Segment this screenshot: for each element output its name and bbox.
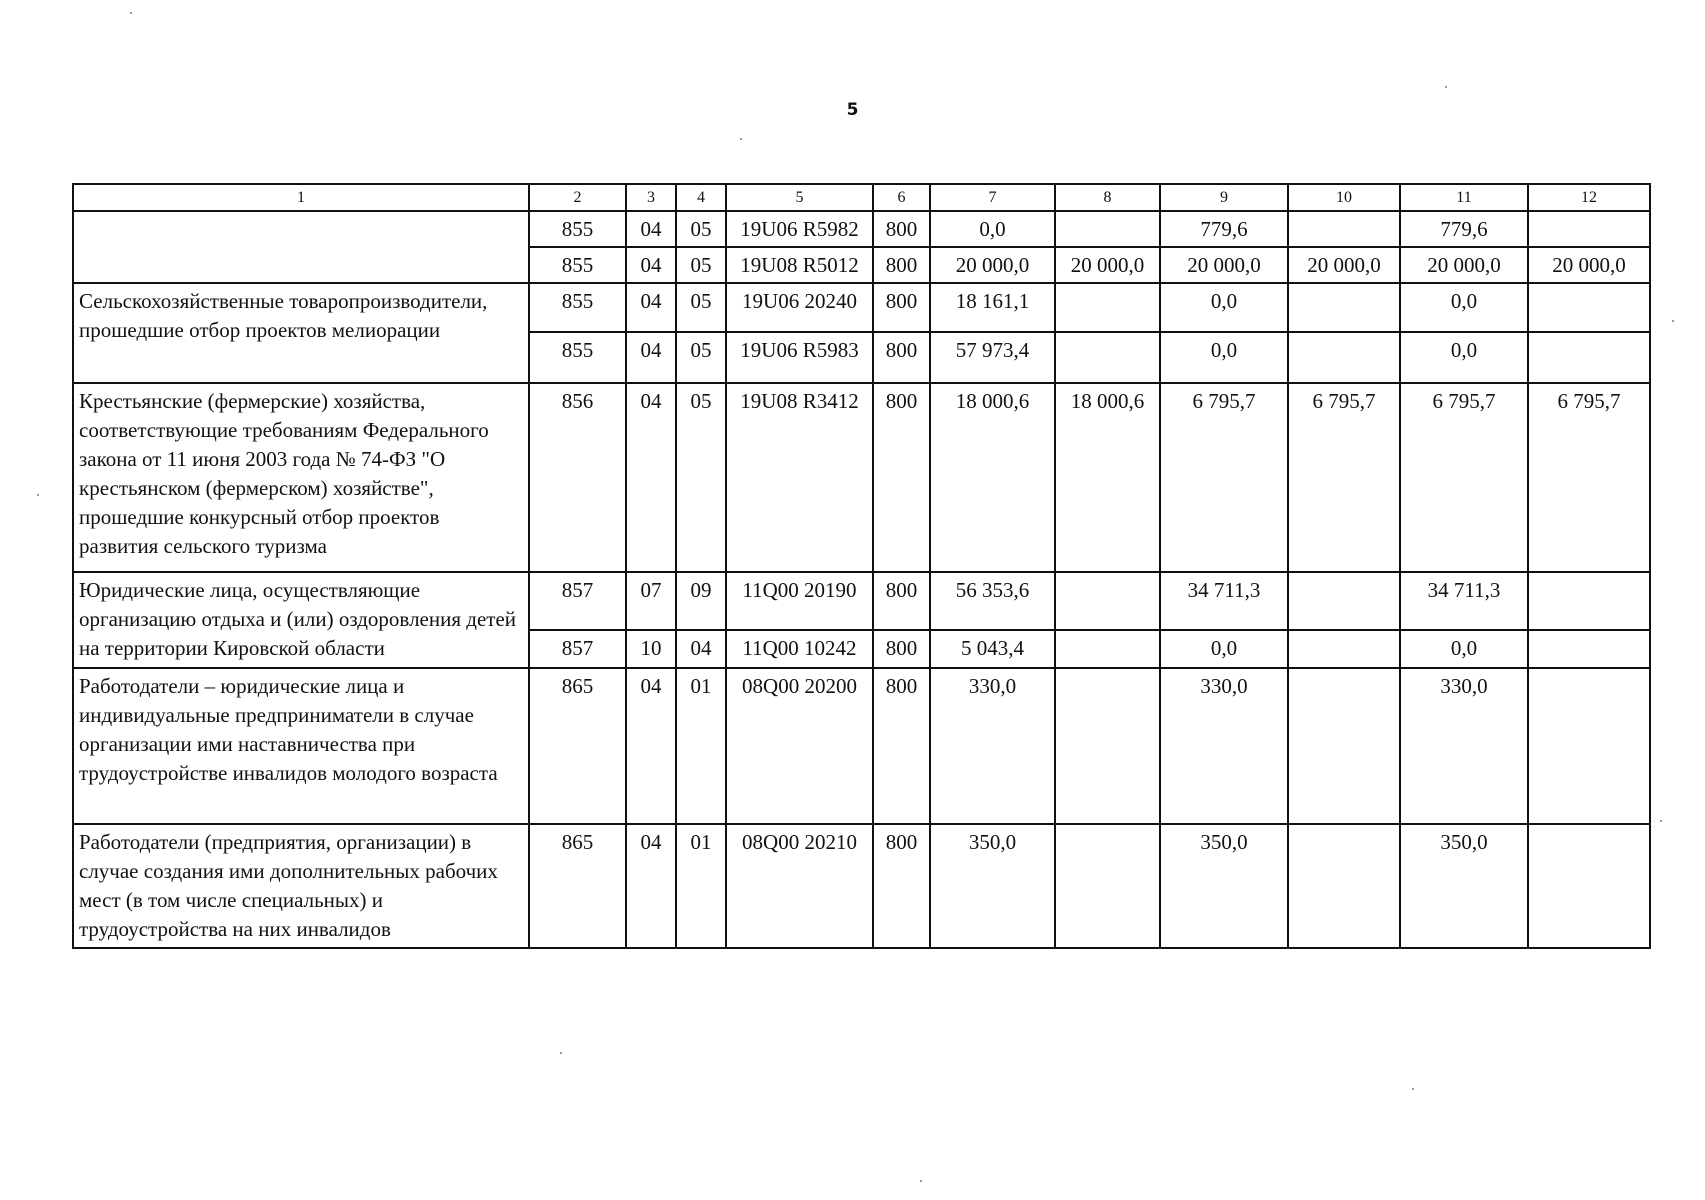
cell-col6: 800 [873, 630, 930, 668]
cell-col3: 04 [626, 247, 676, 283]
recipient-description: Крестьянские (фермерские) хозяйства, соответствующие требованиям Федерального закона от 11 июня 2003 года № 74-ФЗ "О крестьянском (фермерском) хозяйстве", прошедшие конкурсный отбор проектов развития сельского туризма [73, 383, 529, 572]
cell-col6: 800 [873, 572, 930, 630]
cell-col5: 19U08 R3412 [726, 383, 873, 572]
cell-col9: 0,0 [1160, 630, 1288, 668]
header-row [73, 184, 1650, 211]
cell-col3: 04 [626, 668, 676, 824]
cell-col3: 07 [626, 572, 676, 630]
cell-col8 [1055, 572, 1160, 630]
cell-col4: 05 [676, 211, 726, 247]
scan-speck [37, 494, 39, 496]
cell-col5: 19U06 R5983 [726, 332, 873, 383]
cell-col11: 0,0 [1400, 332, 1528, 383]
scan-speck [1672, 320, 1674, 322]
scan-speck [560, 1052, 562, 1054]
cell-col12 [1528, 668, 1650, 824]
cell-col12 [1528, 283, 1650, 332]
cell-col5: 19U06 R5982 [726, 211, 873, 247]
cell-col4: 05 [676, 283, 726, 332]
recipient-description [73, 211, 529, 283]
header-cell: 12 [1528, 184, 1650, 211]
cell-col2: 865 [529, 824, 626, 948]
header-cell: 8 [1055, 184, 1160, 211]
cell-col11: 0,0 [1400, 630, 1528, 668]
cell-col9: 779,6 [1160, 211, 1288, 247]
cell-col12 [1528, 332, 1650, 383]
cell-col5: 11Q00 20190 [726, 572, 873, 630]
header-cell: 6 [873, 184, 930, 211]
cell-col9: 0,0 [1160, 283, 1288, 332]
cell-col3: 04 [626, 824, 676, 948]
recipient-description: Сельскохозяйственные товаропроизводители, прошедшие отбор проектов мелиорации [73, 283, 529, 383]
recipient-description: Работодатели (предприятия, организации) в случае создания ими дополнительных рабочих мест (в том числе специальных) и трудоустройства на них инвалидов [73, 824, 529, 948]
recipient-description: Юридические лица, осуществляющие организацию отдыха и (или) оздоровления детей на территории Кировской области [73, 572, 529, 668]
cell-col6: 800 [873, 383, 930, 572]
cell-col8 [1055, 668, 1160, 824]
header-cell: 9 [1160, 184, 1288, 211]
cell-col11: 330,0 [1400, 668, 1528, 824]
cell-col7: 5 043,4 [930, 630, 1055, 668]
cell-col2: 857 [529, 630, 626, 668]
cell-col7: 57 973,4 [930, 332, 1055, 383]
cell-col9: 6 795,7 [1160, 383, 1288, 572]
cell-col7: 350,0 [930, 824, 1055, 948]
cell-col2: 855 [529, 211, 626, 247]
cell-col12 [1528, 572, 1650, 630]
header-cell: 4 [676, 184, 726, 211]
cell-col6: 800 [873, 283, 930, 332]
cell-col7: 56 353,6 [930, 572, 1055, 630]
cell-col12 [1528, 824, 1650, 948]
cell-col11: 779,6 [1400, 211, 1528, 247]
cell-col2: 855 [529, 247, 626, 283]
cell-col5: 11Q00 10242 [726, 630, 873, 668]
cell-col7: 18 161,1 [930, 283, 1055, 332]
cell-col9: 330,0 [1160, 668, 1288, 824]
scan-speck [1412, 1088, 1414, 1090]
table-row [73, 283, 1650, 332]
cell-col12 [1528, 211, 1650, 247]
cell-col9: 0,0 [1160, 332, 1288, 383]
page-number: 5 [846, 100, 859, 120]
cell-col7: 18 000,6 [930, 383, 1055, 572]
cell-col10 [1288, 630, 1400, 668]
cell-col11: 34 711,3 [1400, 572, 1528, 630]
header-cell: 7 [930, 184, 1055, 211]
cell-col11: 350,0 [1400, 824, 1528, 948]
cell-col10: 6 795,7 [1288, 383, 1400, 572]
cell-col8 [1055, 824, 1160, 948]
cell-col8 [1055, 211, 1160, 247]
cell-col5: 08Q00 20210 [726, 824, 873, 948]
cell-col10 [1288, 824, 1400, 948]
header-cell: 10 [1288, 184, 1400, 211]
cell-col6: 800 [873, 211, 930, 247]
cell-col7: 0,0 [930, 211, 1055, 247]
cell-col5: 08Q00 20200 [726, 668, 873, 824]
scan-speck [1660, 820, 1662, 822]
cell-col11: 20 000,0 [1400, 247, 1528, 283]
cell-col6: 800 [873, 668, 930, 824]
header-cell: 1 [73, 184, 529, 211]
cell-col9: 34 711,3 [1160, 572, 1288, 630]
cell-col6: 800 [873, 824, 930, 948]
cell-col11: 6 795,7 [1400, 383, 1528, 572]
header-cell: 2 [529, 184, 626, 211]
cell-col3: 04 [626, 211, 676, 247]
cell-col4: 05 [676, 332, 726, 383]
cell-col4: 05 [676, 383, 726, 572]
cell-col2: 855 [529, 332, 626, 383]
cell-col4: 01 [676, 824, 726, 948]
cell-col10 [1288, 572, 1400, 630]
cell-col6: 800 [873, 247, 930, 283]
cell-col10 [1288, 211, 1400, 247]
cell-col11: 0,0 [1400, 283, 1528, 332]
scan-speck [130, 12, 132, 14]
cell-col5: 19U06 20240 [726, 283, 873, 332]
cell-col12 [1528, 630, 1650, 668]
table-row [73, 668, 1650, 824]
cell-col10 [1288, 668, 1400, 824]
cell-col8 [1055, 283, 1160, 332]
cell-col3: 04 [626, 332, 676, 383]
cell-col9: 350,0 [1160, 824, 1288, 948]
cell-col10 [1288, 283, 1400, 332]
cell-col2: 855 [529, 283, 626, 332]
cell-col8: 20 000,0 [1055, 247, 1160, 283]
cell-col7: 20 000,0 [930, 247, 1055, 283]
cell-col12: 20 000,0 [1528, 247, 1650, 283]
recipient-description: Работодатели – юридические лица и индивидуальные предприниматели в случае организации ими наставничества при трудоустройстве инвалидов молодого возраста [73, 668, 529, 824]
cell-col3: 04 [626, 383, 676, 572]
cell-col10: 20 000,0 [1288, 247, 1400, 283]
table-row [73, 383, 1650, 572]
scan-speck [1445, 86, 1447, 88]
cell-col8 [1055, 630, 1160, 668]
cell-col4: 01 [676, 668, 726, 824]
scan-speck [740, 138, 742, 140]
table-row [73, 824, 1650, 948]
cell-col9: 20 000,0 [1160, 247, 1288, 283]
cell-col8 [1055, 332, 1160, 383]
budget-table [72, 183, 1651, 949]
header-cell: 3 [626, 184, 676, 211]
cell-col3: 04 [626, 283, 676, 332]
cell-col8: 18 000,6 [1055, 383, 1160, 572]
cell-col5: 19U08 R5012 [726, 247, 873, 283]
cell-col2: 857 [529, 572, 626, 630]
header-cell: 11 [1400, 184, 1528, 211]
cell-col4: 09 [676, 572, 726, 630]
cell-col10 [1288, 332, 1400, 383]
cell-col3: 10 [626, 630, 676, 668]
cell-col7: 330,0 [930, 668, 1055, 824]
cell-col12: 6 795,7 [1528, 383, 1650, 572]
table-row [73, 211, 1650, 247]
cell-col4: 04 [676, 630, 726, 668]
cell-col2: 856 [529, 383, 626, 572]
cell-col6: 800 [873, 332, 930, 383]
cell-col4: 05 [676, 247, 726, 283]
scan-speck [920, 1180, 922, 1182]
cell-col2: 865 [529, 668, 626, 824]
header-cell: 5 [726, 184, 873, 211]
table-row [73, 572, 1650, 630]
